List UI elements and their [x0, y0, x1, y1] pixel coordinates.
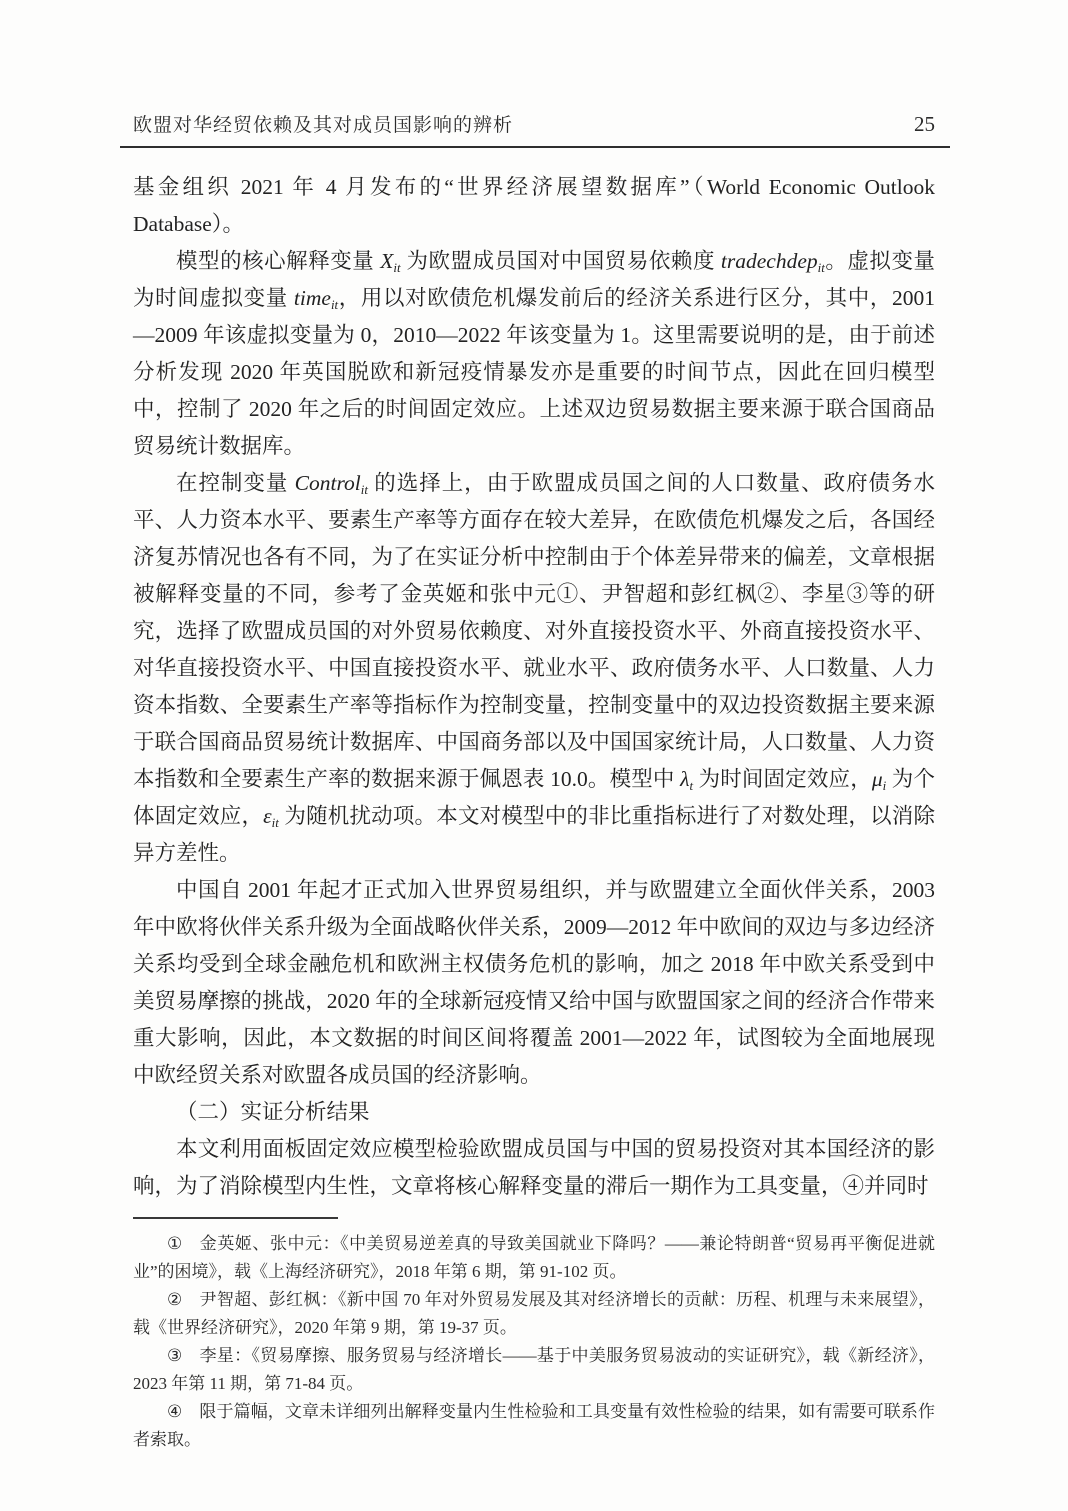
- paragraph-core-variables: 模型的核心解释变量 $X_{it}$ 为欧盟成员国对中国贸易依赖度 tradechdep$_{it}$。虚拟变量为时间虚拟变量 time$_{it}$，用以对欧债危机爆发前后的经济关系进行区分，其中，2001—2009 年该虚拟变量为 0，2010—2022 年该变量为 1。这里需要说明的是，由于前述分析发现 2020 年英国脱欧和新冠疫情暴发亦是重要的时间节点，因此在回归模型中，控制了 2020 年之后的时间固定效应。上述双边贸易数据主要来源于联合国商品贸易统计数据库。: [133, 249, 935, 458]
- math-variable: $\varepsilon_{it}$: [263, 804, 279, 830]
- section-heading-empirical-results: （二）实证分析结果: [176, 1100, 370, 1124]
- running-head: [133, 0, 935, 137]
- math-variable: tradechdep$_{it}$: [720, 249, 825, 275]
- footnotes-list: [133, 1230, 935, 1454]
- footnote: ① 金英姬、张中元：《中美贸易逆差真的导致美国就业下降吗？——兼论特朗普“贸易再平衡促进就业”的困境》，载《上海经济研究》，2018 年第 6 期，第 91-102 页。: [133, 1234, 935, 1281]
- paragraph-time-span: 中国自 2001 年起才正式加入世界贸易组织，并与欧盟建立全面伙伴关系，2003 年中欧将伙伴关系升级为全面战略伙伴关系，2009—2012 年中欧间的双边与多边经济关系均受到全球金融危机和欧洲主权债务危机的影响，加之 2018 年中欧关系受到中美贸易摩擦的挑战，2020 年的全球新冠疫情又给中国与欧盟国家之间的经济合作带来重大影响，因此，本文数据的时间区间将覆盖 2001—2022 年，试图较为全面地展现中欧经贸关系对欧盟各成员国的经济影响。: [133, 878, 935, 1087]
- paragraph-data-source-continuation: 基金组织 2021 年 4 月发布的“世界经济展望数据库”（World Economic Outlook Database）。: [133, 175, 935, 236]
- paragraph-control-variables: 在控制变量 Control$_{it}$ 的选择上，由于欧盟成员国之间的人口数量、政府债务水平、人力资本水平、要素生产率等方面存在较大差异，在欧债危机爆发之后，各国经济复苏情况也各有不同，为了在实证分析中控制由于个体差异带来的偏差，文章根据被解释变量的不同，参考了金英姬和张中元①、尹智超和彭红枫②、李星③等的研究，选择了欧盟成员国的对外贸易依赖度、对外直接投资水平、外商直接投资水平、对华直接投资水平、中国直接投资水平、就业水平、政府债务水平、人口数量、人力资本指数、全要素生产率等指标作为控制变量，控制变量中的双边投资数据主要来源于联合国商品贸易统计数据库、中国商务部以及中国国家统计局，人口数量、人力资本指数和全要素生产率的数据来源于佩恩表 10.0。模型中 $\lambda_t$ 为时间固定效应，$\mu_i$ 为个体固定效应，$\varepsilon_{it}$ 为随机扰动项。本文对模型中的非比重指标进行了对数处理，以消除异方差性。: [133, 471, 935, 865]
- footnote-marker: ④: [167, 1402, 183, 1421]
- math-variable: Control$_{it}$: [294, 471, 368, 497]
- footnote: ③ 李星：《贸易摩擦、服务贸易与经济增长——基于中美服务贸易波动的实证研究》，载《新经济》，2023 年第 11 期，第 71-84 页。: [133, 1346, 936, 1393]
- footnote-marker: ①: [167, 1234, 183, 1253]
- page-number: 25: [914, 112, 935, 136]
- footnote: ② 尹智超、彭红枫：《新中国 70 年对外贸易发展及其对经济增长的贡献：历程、机理与未来展望》，载《世界经济研究》，2020 年第 9 期，第 19-37 页。: [133, 1290, 935, 1337]
- body-paragraphs: [133, 169, 935, 1205]
- paragraph-empirical-model: 本文利用面板固定效应模型检验欧盟成员国与中国的贸易投资对其本国经济的影响，为了消除模型内生性，文章将核心解释变量的滞后一期作为工具变量，④并同时: [133, 1137, 935, 1198]
- footnote: ④ 限于篇幅，文章未详细列出解释变量内生性检验和工具变量有效性检验的结果，如有需要可联系作者索取。: [133, 1402, 935, 1449]
- footnote-marker: ②: [167, 1290, 183, 1309]
- math-variable: time$_{it}$: [293, 286, 339, 312]
- header-rule: [120, 146, 950, 148]
- header-title: 欧盟对华经贸依赖及其对成员国影响的辨析: [133, 115, 514, 136]
- math-variable: $\mu_i$: [871, 767, 887, 793]
- math-variable: $X_{it}$: [380, 249, 401, 275]
- math-variable: $\lambda_t$: [680, 767, 694, 793]
- footnote-marker: ③: [167, 1346, 183, 1365]
- footnote-separator: [133, 1217, 338, 1219]
